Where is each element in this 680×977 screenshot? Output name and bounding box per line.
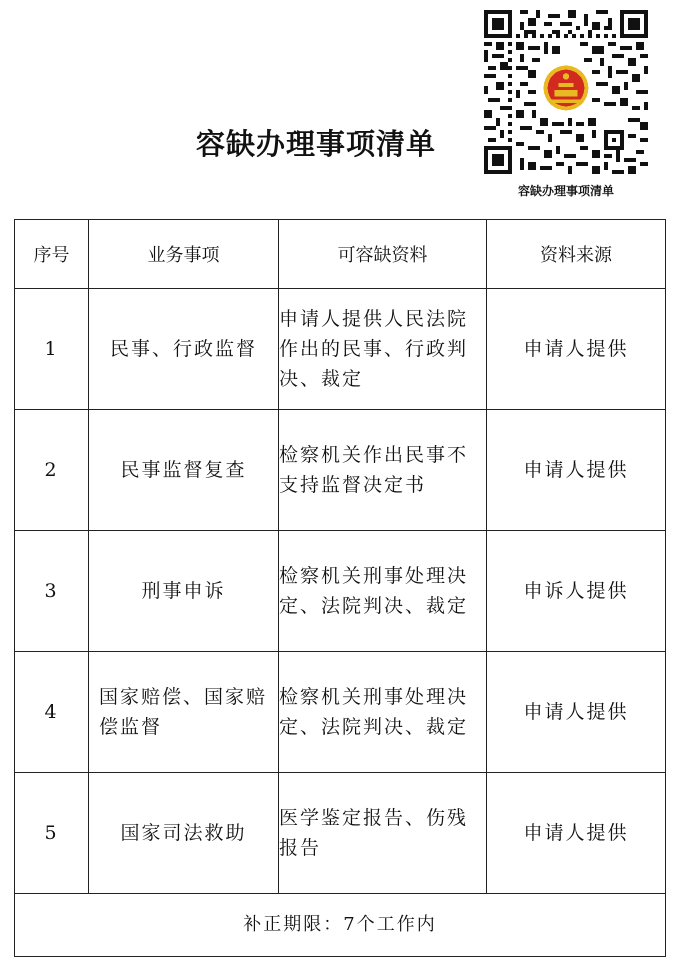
deadline-note: 补正期限：7个工作内 — [15, 894, 666, 957]
row-no: 4 — [15, 652, 89, 773]
document-title: 容缺办理事项清单 — [196, 127, 437, 161]
row-no: 2 — [15, 410, 89, 531]
row-source: 申诉人提供 — [487, 531, 666, 652]
row-source: 申请人提供 — [487, 652, 666, 773]
row-source: 申请人提供 — [487, 410, 666, 531]
header-item: 业务事项 — [89, 220, 279, 289]
items-table — [14, 219, 666, 957]
row-materials: 申请人提供人民法院作出的民事、行政判决、裁定 — [279, 289, 487, 410]
row-source: 申请人提供 — [487, 773, 666, 894]
header-materials: 可容缺资料 — [279, 220, 487, 289]
procuratorate-emblem-icon — [540, 62, 592, 114]
row-no: 5 — [15, 773, 89, 894]
row-item: 国家赔偿、国家赔偿监督 — [89, 652, 279, 773]
header-no: 序号 — [15, 220, 89, 289]
row-item: 国家司法救助 — [89, 773, 279, 894]
row-no: 1 — [15, 289, 89, 410]
table-row — [15, 289, 666, 410]
row-materials: 检察机关作出民事不支持监督决定书 — [279, 410, 487, 531]
qr-code-icon — [484, 10, 648, 174]
row-item: 民事监督复查 — [89, 410, 279, 531]
row-materials: 检察机关刑事处理决定、法院判决、裁定 — [279, 652, 487, 773]
qr-caption: 容缺办理事项清单 — [517, 184, 614, 198]
row-materials: 检察机关刑事处理决定、法院判决、裁定 — [279, 531, 487, 652]
table-row — [15, 652, 666, 773]
row-materials: 医学鉴定报告、伤残报告 — [279, 773, 487, 894]
table-header-row — [15, 220, 666, 289]
row-item: 刑事申诉 — [89, 531, 279, 652]
row-no: 3 — [15, 531, 89, 652]
table-row — [15, 531, 666, 652]
row-source: 申请人提供 — [487, 289, 666, 410]
table-row — [15, 410, 666, 531]
header-source: 资料来源 — [487, 220, 666, 289]
table-footer-row — [15, 894, 666, 957]
table-row — [15, 773, 666, 894]
row-item: 民事、行政监督 — [89, 289, 279, 410]
